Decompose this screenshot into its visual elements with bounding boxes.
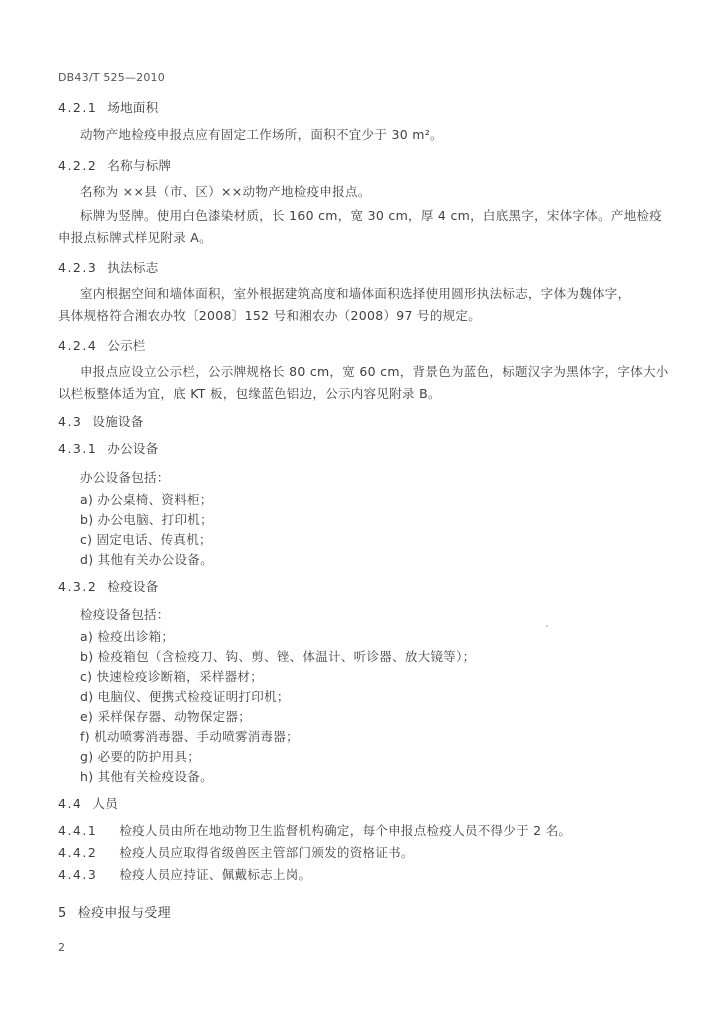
list-item: b) 检疫箱包（含检疫刀、钩、剪、锉、体温计、听诊器、放大镜等）； [80, 649, 476, 664]
paragraph-notice-board-cont: 以栏板整体适为宜，底 KT 板，包缘蓝色铝边，公示内容见附录 B。 [58, 386, 441, 401]
item-text: 检疫人员由所在地动物卫生监督机构确定，每个申报点检疫人员不得少于 2 名。 [119, 823, 572, 838]
item-number: 4.4.3 [58, 867, 98, 882]
personnel-item [58, 823, 571, 839]
scan-speck [546, 625, 548, 627]
section-number: 4.2.3 [58, 260, 98, 275]
section-number: 4.2.2 [58, 158, 98, 173]
section-number: 4.2.1 [58, 100, 98, 115]
item-number: 4.4.1 [58, 823, 98, 838]
section-number: 4.3.2 [58, 579, 98, 594]
list-item: d) 电脑仪、便携式检疫证明打印机； [80, 689, 290, 704]
paragraph-name: 名称为 ××县（市、区）××动物产地检疫申报点。 [80, 184, 371, 199]
heading-4-3-2 [58, 579, 159, 595]
list-item: c) 固定电话、传真机； [80, 532, 212, 547]
heading-4-4 [58, 796, 118, 812]
section-number: 4.3 [58, 414, 83, 429]
section-title: 人员 [92, 796, 118, 811]
heading-4-3-1 [58, 441, 159, 457]
paragraph-site-area: 动物产地检疫申报点应有固定工作场所，面积不宜少于 30 m²。 [80, 127, 443, 142]
section-title: 检疫申报与受理 [77, 906, 171, 921]
paragraph-notice-board: 申报点应设立公示栏，公示牌规格长 80 cm，宽 60 cm，背景色为蓝色，标题汉字为黑体字，字体大小 [80, 364, 669, 379]
section-title: 执法标志 [107, 260, 159, 275]
heading-4-3 [58, 414, 144, 430]
section-title: 公示栏 [107, 338, 146, 353]
heading-4-2-2 [58, 158, 171, 174]
section-number: 5 [58, 906, 68, 921]
heading-4-2-1 [58, 100, 159, 116]
office-equipment-intro: 办公设备包括： [80, 470, 170, 485]
item-number: 4.4.2 [58, 845, 98, 860]
section-title: 办公设备 [107, 441, 159, 456]
section-number: 4.3.1 [58, 441, 98, 456]
heading-4-2-3 [58, 260, 159, 276]
list-item: c) 快速检疫诊断箱，采样器材； [80, 669, 264, 684]
section-title: 场地面积 [107, 100, 159, 115]
section-title: 设施设备 [92, 414, 144, 429]
section-number: 4.2.4 [58, 338, 98, 353]
item-text: 检疫人员应取得省级兽医主管部门颁发的资格证书。 [119, 845, 414, 860]
section-title: 名称与标牌 [107, 158, 172, 173]
list-item: h) 其他有关检疫设备。 [80, 769, 213, 784]
paragraph-law-sign: 室内根据空间和墙体面积，室外根据建筑高度和墙体面积选择使用圆形执法标志，字体为魏体字， [80, 286, 631, 301]
list-item: a) 检疫出诊箱； [80, 629, 175, 644]
list-item: d) 其他有关办公设备。 [80, 552, 213, 567]
list-item: f) 机动喷雾消毒器、手动喷雾消毒器； [80, 729, 299, 744]
personnel-item [58, 867, 311, 883]
heading-4-2-4 [58, 338, 146, 354]
paragraph-sign-cont: 申报点标牌式样见附录 A。 [58, 230, 212, 245]
section-title: 检疫设备 [107, 579, 159, 594]
document-code: DB43/T 525—2010 [58, 71, 165, 84]
paragraph-sign: 标牌为竖牌。使用白色漆染材质，长 160 cm，宽 30 cm，厚 4 cm，白底黑字，宋体字体。产地检疫 [80, 208, 663, 223]
list-item: a) 办公桌椅、资料柜； [80, 492, 213, 507]
page-number: 2 [58, 941, 66, 954]
quarantine-equipment-intro: 检疫设备包括： [80, 607, 170, 622]
list-item: b) 办公电脑、打印机； [80, 512, 213, 527]
list-item: g) 必要的防护用具； [80, 749, 201, 764]
personnel-item [58, 845, 414, 861]
heading-5 [58, 906, 171, 922]
item-text: 检疫人员应持证、佩戴标志上岗。 [119, 867, 312, 882]
list-item: e) 采样保存器、动物保定器； [80, 709, 252, 724]
section-number: 4.4 [58, 796, 83, 811]
paragraph-law-sign-cont: 具体规格符合湘农办牧〔2008〕152 号和湘农办（2008）97 号的规定。 [58, 308, 482, 323]
